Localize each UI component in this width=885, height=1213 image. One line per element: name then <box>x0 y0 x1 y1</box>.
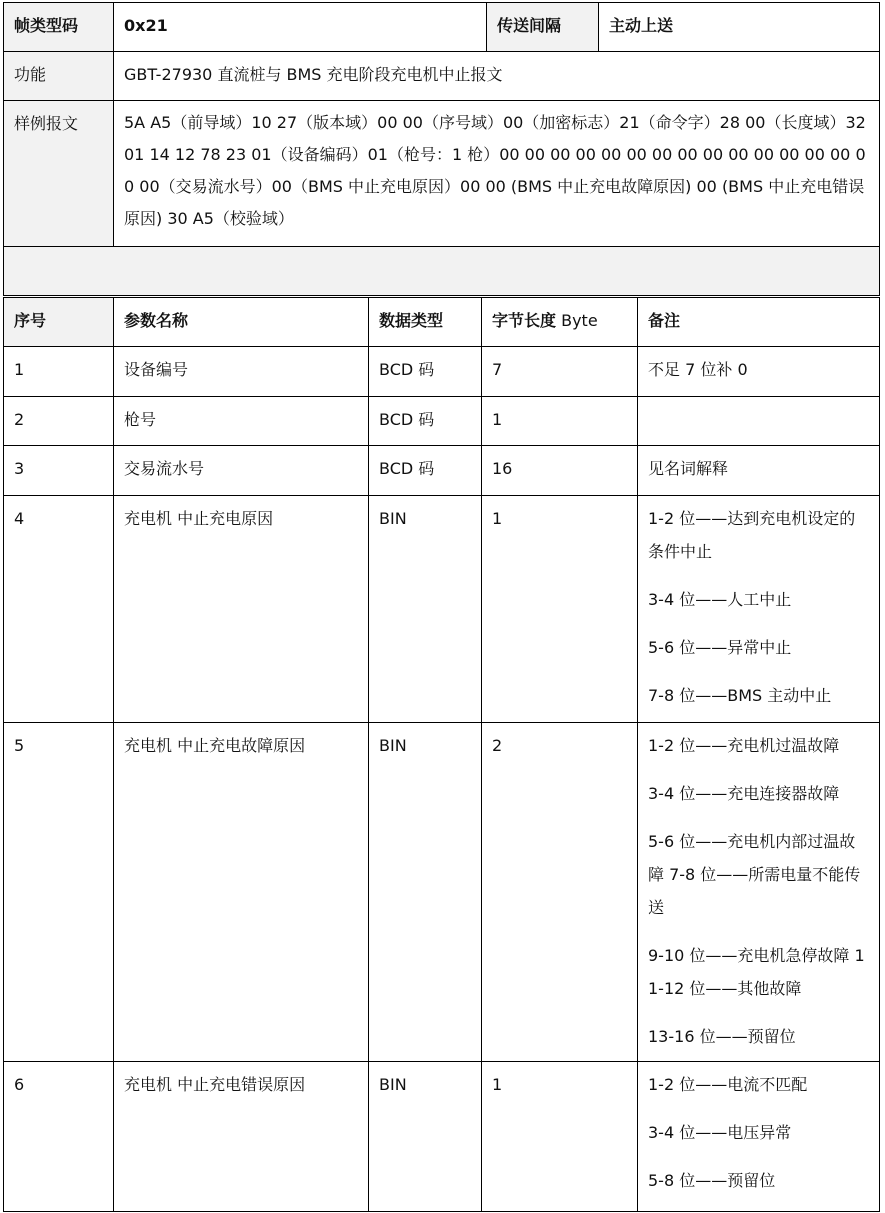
row-notes <box>638 397 880 446</box>
note-line: 3-4 位——人工中止 <box>648 590 792 609</box>
header-length-unit: Byte <box>561 311 598 330</box>
interval-value: 主动上送 <box>599 3 880 52</box>
note-line: 3-4 位——电压异常 <box>648 1123 792 1142</box>
function-label: 功能 <box>4 52 114 101</box>
row-type: BIN <box>369 496 482 723</box>
spacer-row <box>4 247 880 296</box>
row-notes <box>638 347 880 397</box>
interval-label: 传送间隔 <box>487 3 599 52</box>
row-seq: 4 <box>4 496 114 723</box>
row-length: 1 <box>482 496 638 723</box>
note-line: 1-2 位——充电机过温故障 <box>648 736 840 755</box>
sample-label: 样例报文 <box>4 101 114 247</box>
row-type: BIN <box>369 723 482 1062</box>
table-row <box>4 347 880 397</box>
note-line: 不足 7 位补 0 <box>648 360 748 379</box>
header-length <box>482 298 638 347</box>
note-line: 5-6 位——充电机内部过温故障 7-8 位——所需电量不能传送 <box>648 832 861 917</box>
table-row <box>4 446 880 496</box>
row-type: BIN <box>369 1062 482 1212</box>
note-line: 13-16 位——预留位 <box>648 1027 796 1046</box>
note-line: 5-8 位——预留位 <box>648 1171 776 1190</box>
row-length: 1 <box>482 1062 638 1212</box>
row-type: BCD 码 <box>369 446 482 496</box>
row-length: 2 <box>482 723 638 1062</box>
note-line: 见名词解释 <box>648 459 729 478</box>
row-length: 16 <box>482 446 638 496</box>
note-line: 1-2 位——达到充电机设定的条件中止 <box>648 509 856 561</box>
row-type: BCD 码 <box>369 397 482 446</box>
row-notes <box>638 723 880 1062</box>
note-line: 7-8 位——BMS 主动中止 <box>648 686 832 705</box>
note-line: 3-4 位——充电连接器故障 <box>648 784 840 803</box>
row-seq: 2 <box>4 397 114 446</box>
header-length-label: 字节长度 <box>492 311 557 330</box>
params-header-row <box>4 298 880 347</box>
row-seq: 3 <box>4 446 114 496</box>
note-line: 1-2 位——电流不匹配 <box>648 1075 808 1094</box>
spacer-cell <box>4 247 880 296</box>
header-type: 数据类型 <box>369 298 482 347</box>
row-name: 交易流水号 <box>114 446 369 496</box>
row-length: 7 <box>482 347 638 397</box>
header-seq: 序号 <box>4 298 114 347</box>
header-note: 备注 <box>638 298 880 347</box>
row-name: 充电机 中止充电错误原因 <box>114 1062 369 1212</box>
sample-value: 5A A5（前导域）10 27（版本域）00 00（序号域）00（加密标志）21（命令字）28 00（长度域）32 01 14 12 78 23 01（设备编码）01（枪号：1 枪）00 00 00 00 00 00 00 00 00 00 00 00 00 00 00 00（交易流水号）00（BMS 中止充电原因）00 00 (BMS 中止充电故障原因) 00 (BMS 中止充电错误原因) 30 A5（校验域） <box>114 101 880 247</box>
row-type: BCD 码 <box>369 347 482 397</box>
row-notes <box>638 1062 880 1212</box>
sample-row <box>4 101 880 247</box>
frame-type-value: 0x21 <box>114 3 487 52</box>
row-seq: 6 <box>4 1062 114 1212</box>
table-row <box>4 496 880 723</box>
row-name: 枪号 <box>114 397 369 446</box>
params-table <box>3 297 880 1212</box>
row-name: 设备编号 <box>114 347 369 397</box>
row-notes <box>638 446 880 496</box>
frame-type-row <box>4 3 880 52</box>
row-seq: 5 <box>4 723 114 1062</box>
table-row <box>4 723 880 1062</box>
function-value: GBT-27930 直流桩与 BMS 充电阶段充电机中止报文 <box>114 52 880 101</box>
row-name: 充电机 中止充电故障原因 <box>114 723 369 1062</box>
note-line: 5-6 位——异常中止 <box>648 638 792 657</box>
row-name: 充电机 中止充电原因 <box>114 496 369 723</box>
row-seq: 1 <box>4 347 114 397</box>
frame-type-label: 帧类型码 <box>4 3 114 52</box>
header-name: 参数名称 <box>114 298 369 347</box>
table-row <box>4 1062 880 1212</box>
row-length: 1 <box>482 397 638 446</box>
row-notes <box>638 496 880 723</box>
function-row <box>4 52 880 101</box>
note-line: 9-10 位——充电机急停故障 11-12 位——其他故障 <box>648 946 865 998</box>
table-row <box>4 397 880 446</box>
frame-info-table <box>3 2 880 296</box>
